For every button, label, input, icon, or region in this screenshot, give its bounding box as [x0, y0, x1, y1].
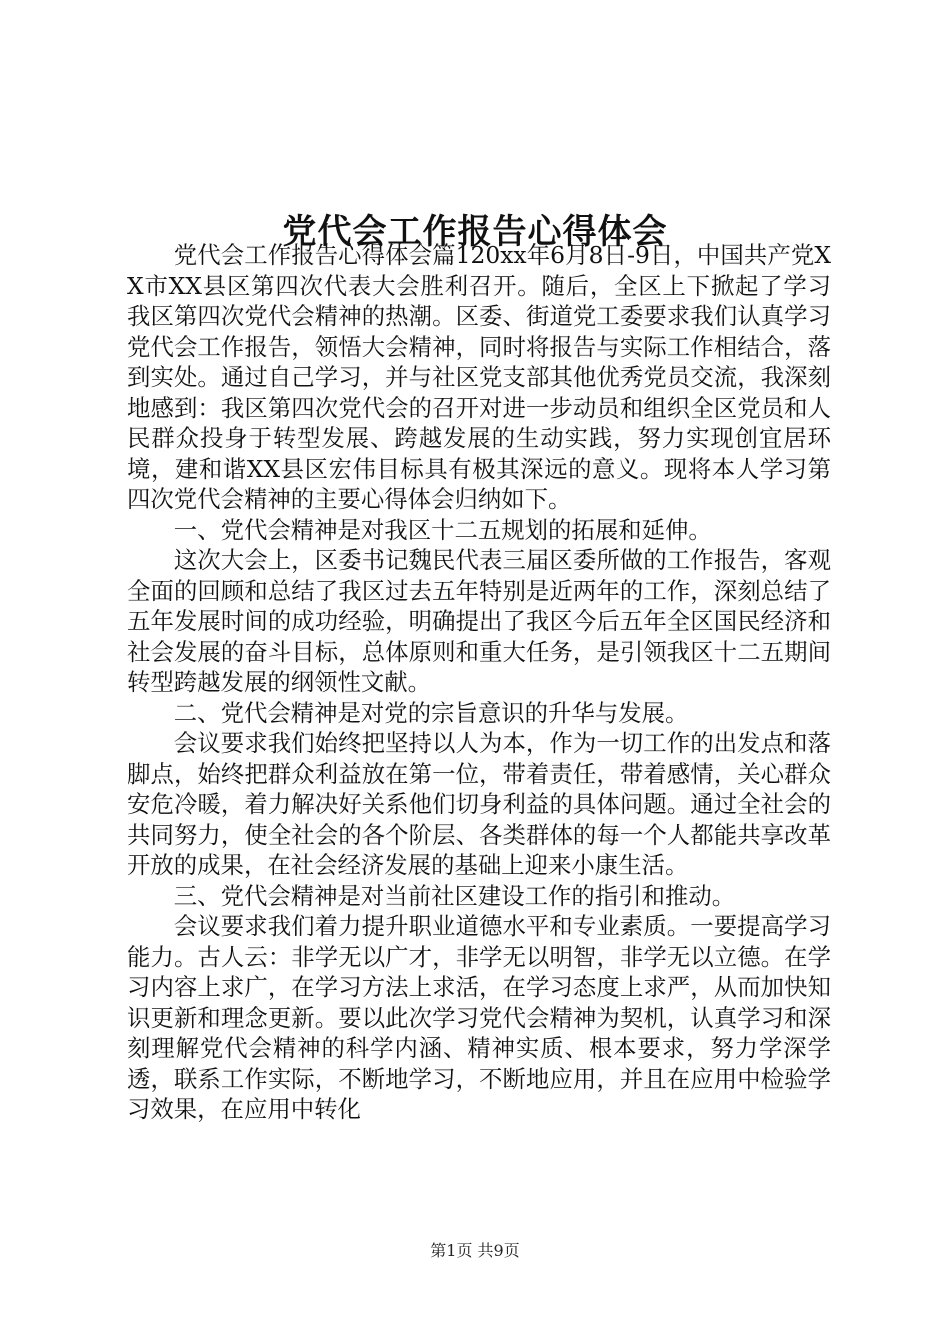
section-paragraph-1: 这次大会上，区委书记魏民代表三届区委所做的工作报告，客观全面的回顾和总结了我区过去五年特别是近两年的工作，深刻总结了五年发展时间的成功经验，明确提出了我区今后五年全区国民经济和社会发展的奋斗目标，总体原则和重大任务，是引领我区十二五期间转型跨越发展的纲领性文献。 [127, 546, 831, 696]
section-paragraph-2: 会议要求我们始终把坚持以人为本，作为一切工作的出发点和落脚点，始终把群众利益放在第一位，带着责任，带着感情，关心群众安危冷暖，着力解决好关系他们切身利益的具体问题。通过全社会的共同努力，使全社会的各个阶层、各类群体的每一个人都能共享改革开放的成果，在社会经济发展的基础上迎来小康生活。 [127, 729, 831, 879]
intro-paragraph: 党代会工作报告心得体会篇120xx年6月8日-9日，中国共产党XX市XX县区第四次代表大会胜利召开。随后，全区上下掀起了学习我区第四次党代会精神的热潮。区委、街道党工委要求我们认真学习党代会工作报告，领悟大会精神，同时将报告与实际工作相结合，落到实处。通过自己学习，并与社区党支部其他优秀党员交流，我深刻地感到：我区第四次党代会的召开对进一步动员和组织全区党员和人民群众投身于转型发展、跨越发展的生动实践，努力实现创宜居环境，建和谐XX县区宏伟目标具有极其深远的意义。现将本人学习第四次党代会精神的主要心得体会归纳如下。 [127, 241, 831, 513]
section-heading-2: 二、党代会精神是对党的宗旨意识的升华与发展。 [173, 698, 689, 727]
section-heading-3: 三、党代会精神是对当前社区建设工作的指引和推动。 [173, 881, 736, 910]
page-number: 第1页 共9页 [430, 1241, 520, 1260]
document-title: 党代会工作报告心得体会 [282, 211, 668, 252]
section-heading-1: 一、党代会精神是对我区十二五规划的拓展和延伸。 [173, 515, 712, 544]
section-paragraph-3: 会议要求我们着力提升职业道德水平和专业素质。一要提高学习能力。古人云：非学无以广才，非学无以明智，非学无以立德。在学习内容上求广，在学习方法上求活，在学习态度上求严，从而加快知识更新和理念更新。要以此次学习党代会精神为契机，认真学习和深刻理解党代会精神的科学内涵、精神实质、根本要求，努力学深学透，联系工作实际，不断地学习，不断地应用，并且在应用中检验学习效果，在应用中转化 [127, 912, 831, 1123]
page-footer [0, 1240, 950, 1262]
document-body [127, 240, 831, 1125]
